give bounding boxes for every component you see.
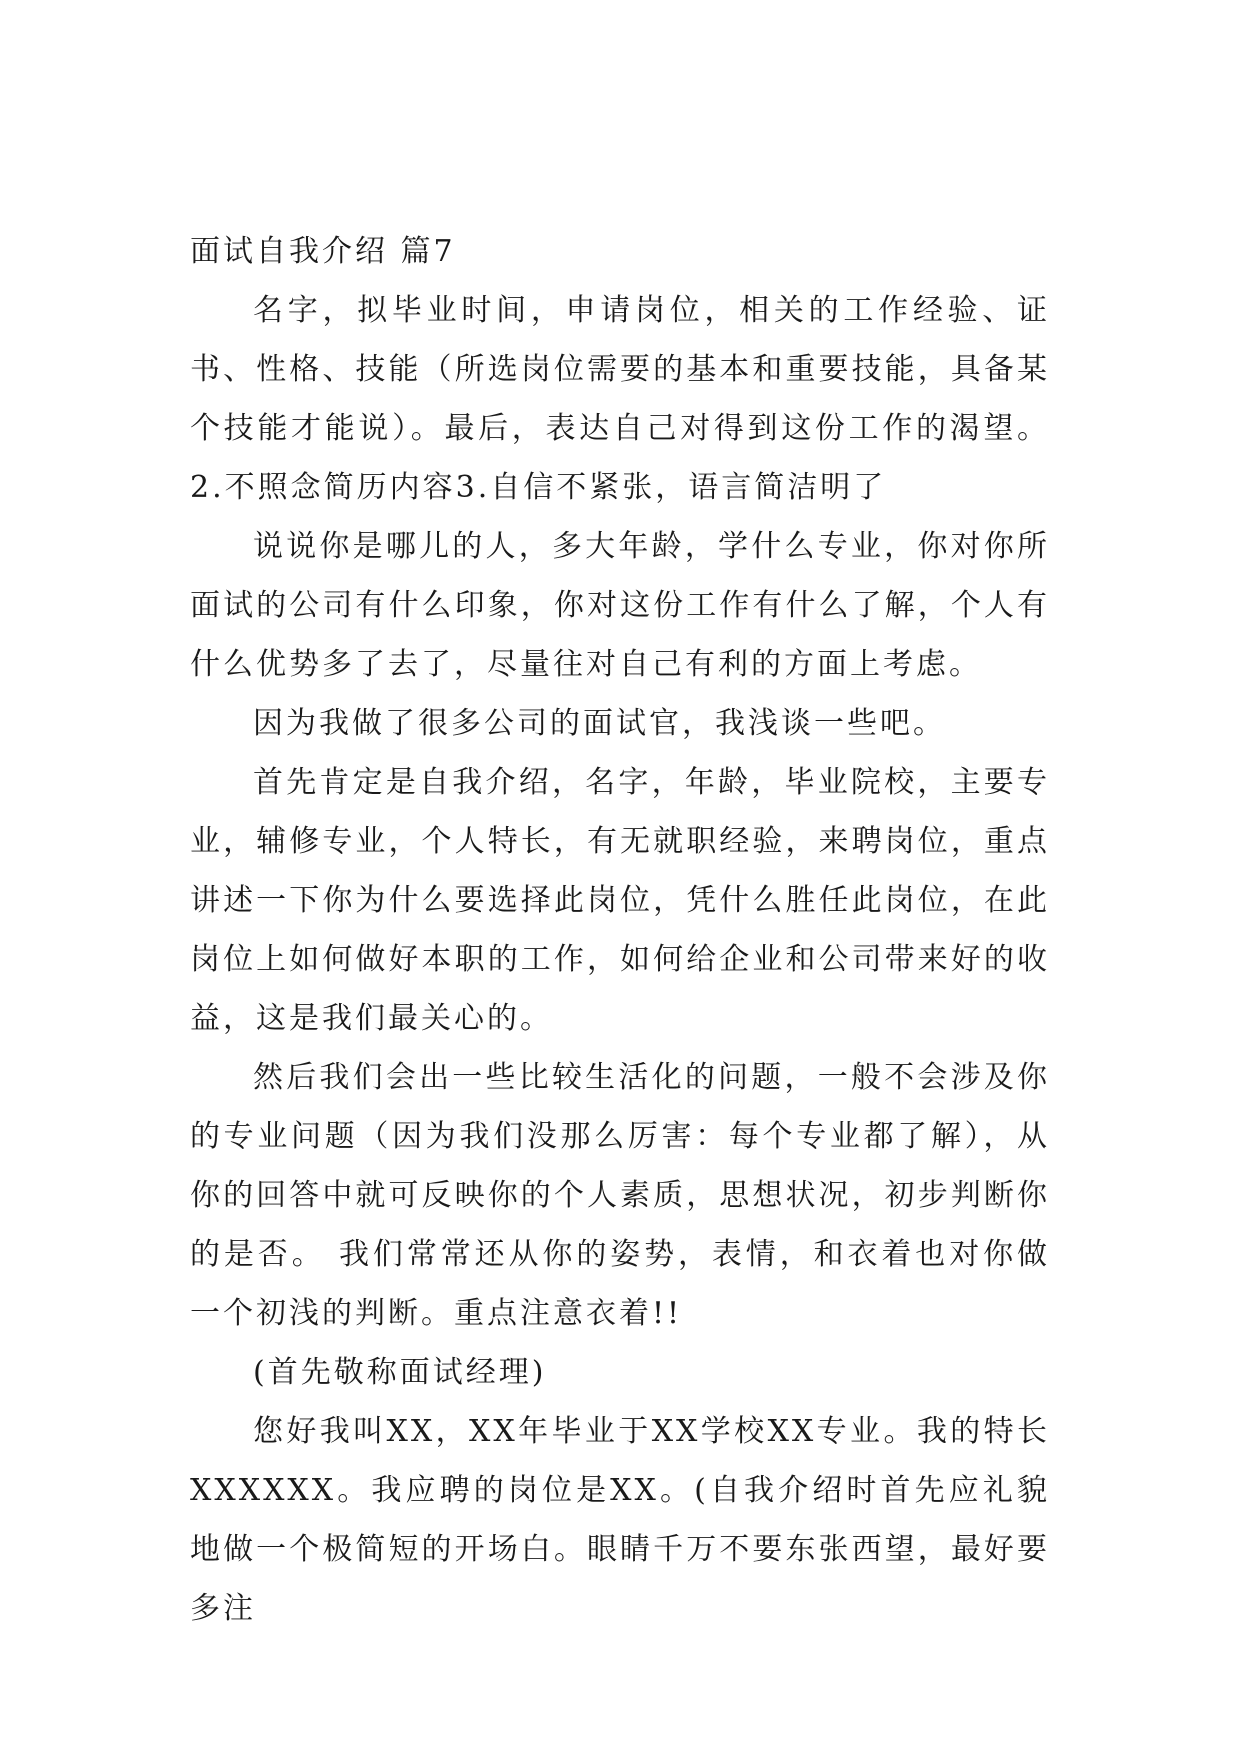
paragraph: 名字，拟毕业时间，申请岗位，相关的工作经验、证书、性格、技能（所选岗位需要的基本和重要技能，具备某个技能才能说）。最后，表达自己对得到这份工作的渴望。2.不照念简历内容3.自信不紧张，语言简洁明了 bbox=[190, 293, 1050, 505]
document-body bbox=[190, 222, 1050, 1638]
paragraph: 然后我们会出一些比较生活化的问题，一般不会涉及你的专业问题（因为我们没那么厉害：每个专业都了解），从你的回答中就可反映你的个人素质，思想状况，初步判断你的是否。 我们常常还从你的姿势，表情，和衣着也对你做一个初浅的判断。重点注意衣着!! bbox=[190, 1060, 1050, 1331]
paragraph: 因为我做了很多公司的面试官，我浅谈一些吧。 bbox=[253, 706, 946, 741]
paragraph: 您好我叫XX，XX年毕业于XX学校XX专业。我的特长XXXXXX。我应聘的岗位是XX。(自我介绍时首先应礼貌地做一个极简短的开场白。眼睛千万不要东张西望，最好要多注 bbox=[190, 1414, 1050, 1626]
paragraph: (首先敬称面试经理) bbox=[253, 1355, 547, 1390]
paragraph: 首先肯定是自我介绍，名字，年龄，毕业院校，主要专业，辅修专业，个人特长，有无就职经验，来聘岗位，重点讲述一下你为什么要选择此岗位，凭什么胜任此岗位，在此岗位上如何做好本职的工作，如何给企业和公司带来好的收益，这是我们最关心的。 bbox=[190, 765, 1050, 1036]
paragraph: 说说你是哪儿的人，多大年龄，学什么专业，你对你所面试的公司有什么印象，你对这份工作有什么了解，个人有什么优势多了去了，尽量往对自己有利的方面上考虑。 bbox=[190, 529, 1050, 682]
document-title: 面试自我介绍 篇7 bbox=[190, 234, 456, 269]
